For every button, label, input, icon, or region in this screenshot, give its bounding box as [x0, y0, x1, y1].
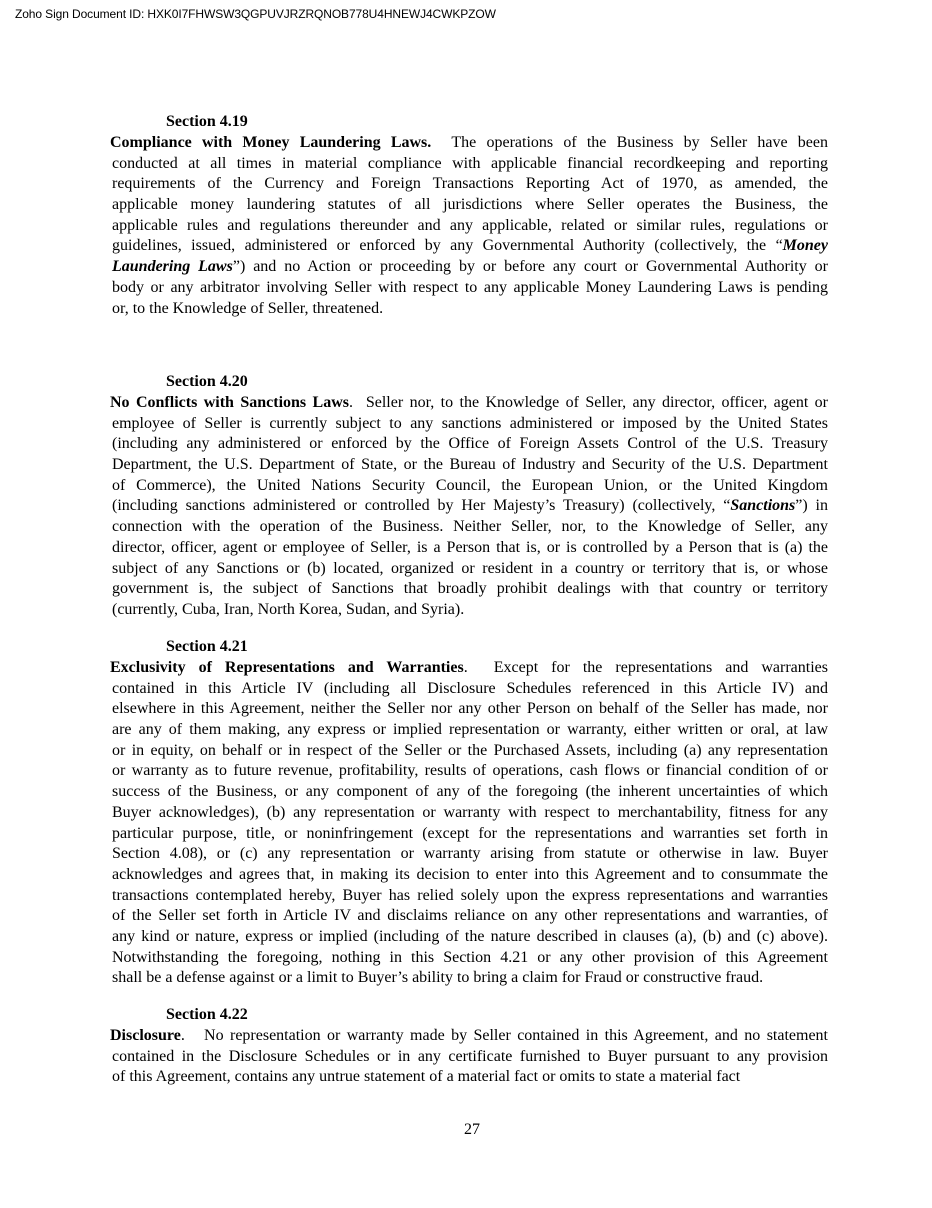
text-run: . Seller nor, to the Knowledge of Seller, any director, officer, agent or [349, 394, 829, 411]
text-run: . Except for the representations and warranties [463, 659, 829, 676]
section-heading: Section 4.20 [166, 373, 248, 390]
text-run: (including sanctions administered or controlled by Her Majesty’s Treasury) (collectively, “ [112, 497, 731, 515]
body-line: (including any administered or enforced by the Office of Foreign Assets Control of the U.S. Treasury [112, 435, 828, 453]
body-line: connection with the operation of the Business. Neither Seller, nor, to the Knowledge of Seller, any [112, 518, 828, 536]
body-line: Department, the U.S. Department of State, or the Bureau of Industry and Security of the U.S. Department [112, 456, 828, 474]
body-line: contained in this Article IV (including all Disclosure Schedules referenced in this Article IV) and [112, 679, 828, 697]
body-line: success of the Business, or any component of any of the foregoing (the inherent uncertainties of which [112, 783, 828, 801]
body-line: Section 4.08), or (c) any representation or warranty arising from statute or otherwise in law. Buyer [112, 845, 828, 863]
defined-term: Sanctions [730, 497, 796, 515]
body-line [110, 393, 828, 414]
body-line: Notwithstanding the foregoing, nothing in this Section 4.21 or any other provision of this Agreement [112, 948, 828, 966]
body-line: of the Seller set forth in Article IV and disclaims reliance on any other representations and warranties, of [112, 907, 828, 925]
body-line [112, 236, 828, 257]
body-line [110, 658, 828, 679]
body-line: director, officer, agent or employee of Seller, is a Person that is, or is controlled by a Person that is (a) the [112, 538, 828, 556]
section-body [112, 393, 828, 621]
body-line: contained in the Disclosure Schedules or in any certificate furnished to Buyer pursuant to any provision [112, 1047, 828, 1065]
body-line: body or any arbitrator involving Seller with respect to any applicable Money Laundering Laws is pending [112, 278, 828, 296]
section-title: No Conflicts with Sanctions Laws [110, 394, 350, 411]
text-run: . No representation or warranty made by Seller contained in this Agreement, and no statement [180, 1027, 828, 1044]
body-line [112, 257, 828, 278]
section-title: Disclosure [110, 1027, 181, 1044]
body-line [110, 133, 828, 154]
body-line: of Commerce), the United Nations Security Council, the European Union, or the United Kingdom [112, 476, 828, 494]
section-heading: Section 4.19 [166, 113, 248, 130]
body-line: Buyer acknowledges), (b) any representation or warranty with respect to merchantability, fitness for any [112, 803, 828, 821]
document-id: Zoho Sign Document ID: HXK0I7FHWSW3QGPUVJRZRQNOB778U4HNEWJ4CWKPZOW [15, 7, 496, 21]
body-line: employee of Seller is currently subject to any sanctions administered or imposed by the United States [112, 414, 828, 432]
section-title: Exclusivity of Representations and Warranties [110, 659, 464, 676]
body-line: shall be a defense against or a limit to Buyer’s ability to bring a claim for Fraud or constructive fraud. [112, 969, 764, 987]
body-line: are any of them making, any express or implied representation or warranty, either written or oral, at law [112, 721, 828, 739]
text-run: The operations of the Business by Seller have been [431, 134, 829, 151]
body-line: subject of any Sanctions or (b) located, organized or resident in a country or territory that is, or whose [112, 559, 828, 577]
body-line: transactions contemplated hereby, Buyer has relied solely upon the express representations and warranties [112, 886, 828, 904]
body-line: acknowledges and agrees that, in making its decision to enter into this Agreement and to consummate the [112, 865, 828, 883]
body-line: government is, the subject of Sanctions that broadly prohibit dealings with that country or territory [112, 580, 828, 598]
body-line: conducted at all times in material compliance with applicable financial recordkeeping and reporting [112, 154, 828, 172]
body-line: any kind or nature, express or implied (including of the nature described in clauses (a), (b) and (c) above). [112, 927, 828, 945]
body-line: applicable rules and regulations thereunder and any applicable, related or similar rules, regulations or [112, 216, 828, 234]
body-line: (currently, Cuba, Iran, North Korea, Sudan, and Syria). [112, 600, 465, 618]
section-heading: Section 4.21 [166, 638, 248, 655]
defined-term: Laundering Laws [112, 258, 233, 276]
body-line: or, to the Knowledge of Seller, threatened. [112, 299, 384, 317]
body-line: or warranty as to future revenue, profitability, results of operations, cash flows or financial condition of or [112, 762, 828, 780]
body-line: applicable money laundering statutes of all jurisdictions where Seller operates the Business, the [112, 196, 828, 214]
defined-term: Money [782, 237, 828, 255]
section-body [112, 1026, 828, 1088]
section-body [112, 658, 828, 989]
body-line: requirements of the Currency and Foreign Transactions Reporting Act of 1970, as amended, the [112, 175, 828, 193]
section-body [112, 133, 828, 319]
text-run: guidelines, issued, administered or enforced by any Governmental Authority (collectively, the “ [112, 237, 783, 255]
text-run: ”) in [795, 497, 829, 515]
section-heading: Section 4.22 [166, 1006, 248, 1023]
body-line: elsewhere in this Agreement, neither the Seller nor any other Person on behalf of the Seller has made, nor [112, 700, 828, 718]
body-line: particular purpose, title, or noninfringement (except for the representations and warranties set forth in [112, 824, 828, 842]
body-line: or in equity, on behalf or in respect of the Seller or the Purchased Assets, including (a) any representation [112, 741, 828, 759]
body-line [112, 496, 828, 517]
page-number: 27 [464, 1121, 480, 1138]
text-run: ”) and no Action or proceeding by or before any court or Governmental Authority or [232, 258, 829, 276]
body-line [110, 1026, 828, 1047]
body-line: of this Agreement, contains any untrue statement of a material fact or omits to state a material fact [112, 1068, 741, 1086]
section-title: Compliance with Money Laundering Laws. [110, 134, 432, 151]
